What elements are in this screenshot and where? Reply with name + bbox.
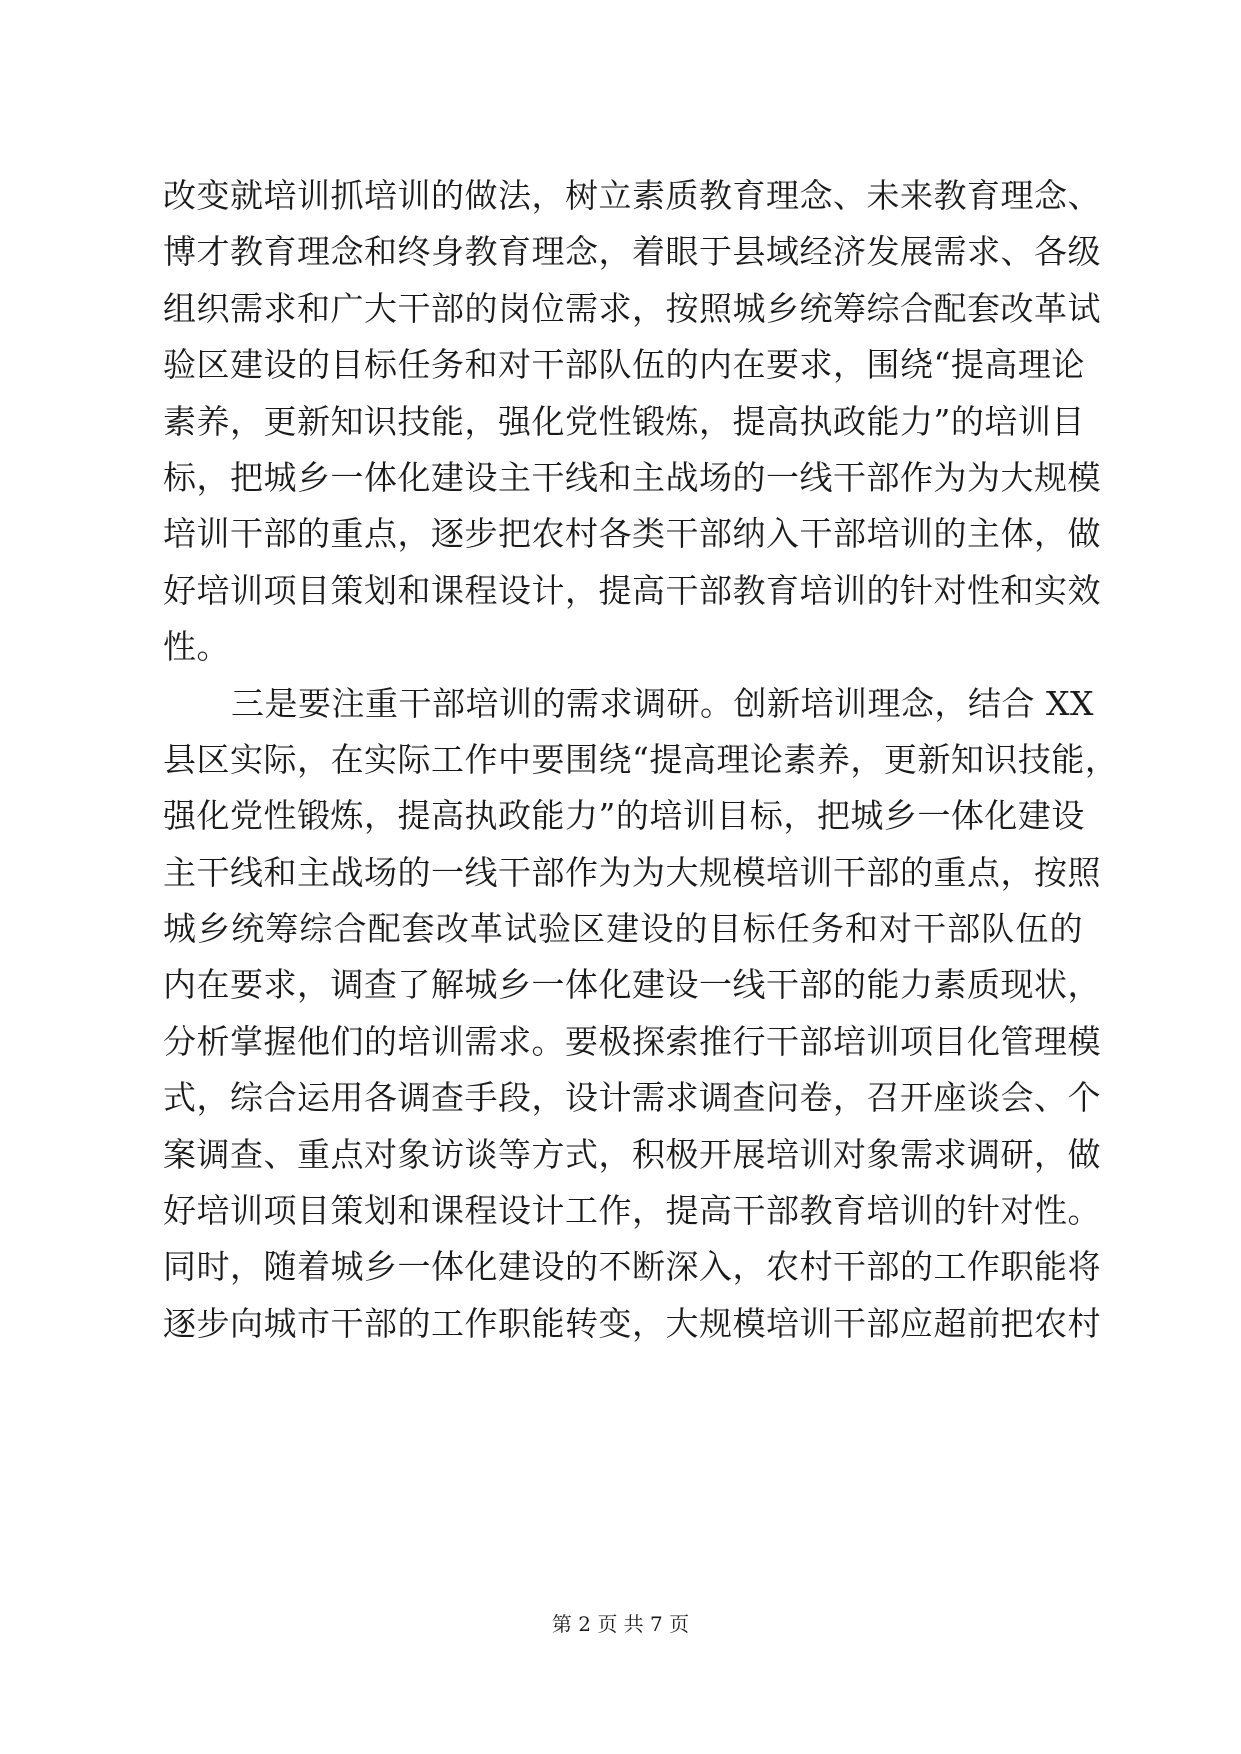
text-line: 逐步向城市干部的工作职能转变，大规模培训干部应超前把农村 (163, 1303, 1101, 1343)
text-line: 素养，更新知识技能，强化党性锻炼，提高执政能力”的培训目 (163, 401, 1085, 441)
text-line: 式，综合运用各调查手段，设计需求调查问卷，召开座谈会、个 (163, 1078, 1101, 1118)
text-line: 同时，随着城乡一体化建设的不断深入，农村干部的工作职能将 (163, 1247, 1101, 1287)
text-line: 县区实际，在实际工作中要围绕“提高理论素养，更新知识技能， (163, 739, 1119, 779)
text-line: 主干线和主战场的一线干部作为为大规模培训干部的重点，按照 (163, 852, 1101, 892)
text-line: 改变就培训抓培训的做法，树立素质教育理念、未来教育理念、 (163, 176, 1101, 215)
text-line: 培训干部的重点，逐步把农村各类干部纳入干部培训的主体，做 (163, 514, 1101, 554)
paragraph-first-line: 三是要注重干部培训的需求调研。创新培训理念，结合 XX (231, 683, 1094, 723)
document-body (163, 168, 1119, 1352)
text-line: 博才教育理念和终身教育理念，着眼于县域经济发展需求、各级 (163, 232, 1101, 272)
text-line: 标，把城乡一体化建设主干线和主战场的一线干部作为为大规模 (163, 457, 1101, 497)
text-line: 分析掌握他们的培训需求。要极探索推行干部培训项目化管理模 (163, 1021, 1101, 1061)
text-line: 案调查、重点对象访谈等方式，积极开展培训对象需求调研，做 (163, 1134, 1101, 1174)
text-line: 强化党性锻炼，提高执政能力”的培训目标，把城乡一体化建设 (163, 796, 1085, 836)
text-line: 好培训项目策划和课程设计工作，提高干部教育培训的针对性。 (163, 1191, 1101, 1231)
text-line: 验区建设的目标任务和对干部队伍的内在要求，围绕“提高理论 (163, 345, 1085, 385)
text-line: 组织需求和广大干部的岗位需求，按照城乡统筹综合配套改革试 (163, 288, 1101, 328)
text-line: 好培训项目策划和课程设计，提高干部教育培训的针对性和实效 (163, 570, 1101, 610)
text-line: 性。 (163, 627, 230, 667)
page-number-footer: 第 2 页 共 7 页 (551, 1612, 690, 1636)
text-line: 城乡统筹综合配套改革试验区建设的目标任务和对干部队伍的 (163, 909, 1083, 949)
text-line: 内在要求，调查了解城乡一体化建设一线干部的能力素质现状， (163, 965, 1101, 1005)
